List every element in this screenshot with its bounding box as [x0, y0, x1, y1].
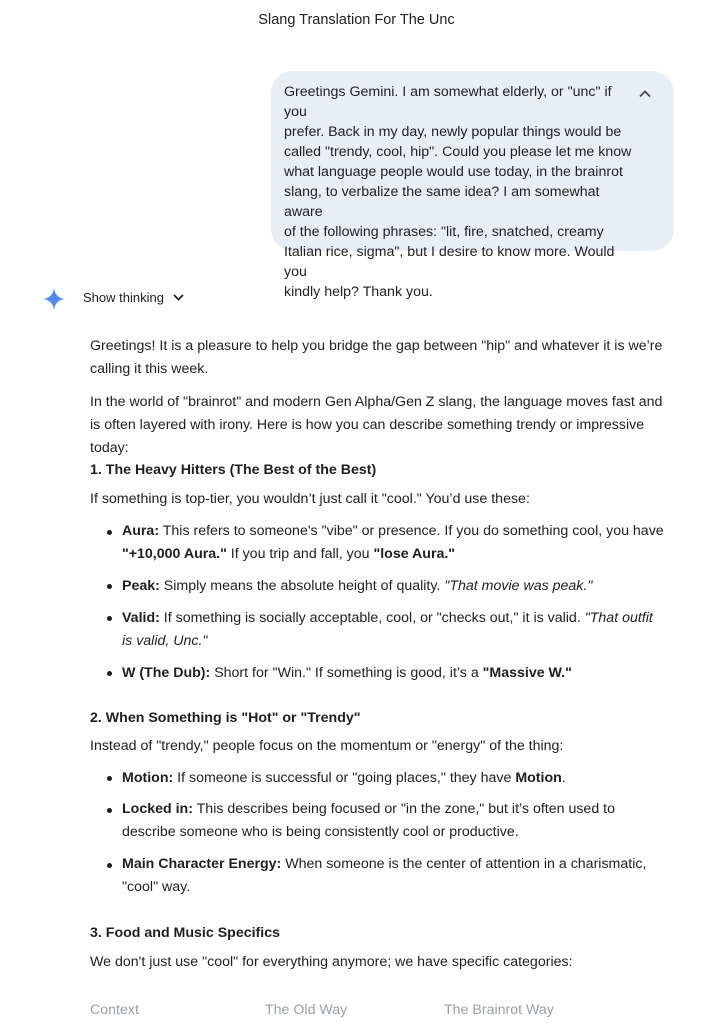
list-item: Motion: If someone is successful or "going places," they have Motion. [122, 770, 566, 786]
section-lead: Instead of "trendy," people focus on the momentum or "energy" of the thing: [90, 738, 564, 754]
response-paragraph: Greetings! It is a pleasure to help you bridge the gap between "hip" and whatever it is we’re calling it this week. [90, 338, 663, 377]
conversation-title: Slang Translation For The Unc [258, 12, 455, 28]
bullet-dot [107, 799, 117, 822]
user-message-bubble [271, 71, 674, 300]
chevron-down-icon [173, 294, 184, 301]
list-item: Valid: If something is socially acceptable, cool, or "checks out," it is valid. "That outfit is valid, Unc." [122, 610, 653, 649]
bullet-dot [107, 521, 117, 544]
bullet-dot [107, 662, 117, 685]
section-heading: 3. Food and Music Specifics [90, 925, 280, 941]
bullet-dot [107, 854, 117, 877]
bullet-dot [107, 767, 117, 790]
section-heading: 2. When Something is "Hot" or "Trendy" [90, 710, 361, 726]
list-item: Aura: This refers to someone's "vibe" or presence. If you do something cool, you have "+10,000 Aura." If you trip and fall, you "lose Aura." [122, 523, 664, 562]
list-item: Locked in: This describes being focused or "in the zone," but it’s often used to describe someone who is being consistently cool or productive. [122, 801, 615, 840]
section-heading: 1. The Heavy Hitters (The Best of the Best) [90, 462, 377, 478]
response-paragraph: In the world of "brainrot" and modern Gen Alpha/Gen Z slang, the language moves fast and is often layered with irony. Here is how you can describe something trendy or impressive today: [90, 394, 663, 456]
table-header-cell: The Old Way [265, 1002, 348, 1018]
table-header-cell: The Brainrot Way [444, 1002, 554, 1018]
bullet-dot [107, 575, 117, 598]
gemini-sparkle-icon [42, 287, 66, 311]
show-thinking-label: Show thinking [83, 290, 164, 305]
show-thinking-toggle[interactable] [83, 290, 184, 305]
list-item: Main Character Energy: When someone is the center of attention in a charismatic, "cool" way. [122, 856, 647, 895]
table-header-cell: Context [90, 1002, 139, 1018]
bullet-dot [107, 607, 117, 630]
list-item: Peak: Simply means the absolute height of quality. "That movie was peak." [122, 578, 593, 594]
user-message-text: Greetings Gemini. I am somewhat elderly, or "unc" if you prefer. Back in my day, newly popular things would be called "trendy, cool, hip". Could you please let me know what language people would use today, in the brainrot slang, to verbalize the same idea? I am somewhat aware of the following phrases: "lit, fire, snatched, creamy Italian rice, sigma", but I desire to know more. Would you kindly help? Thank you. [284, 84, 632, 300]
section-lead: If something is top-tier, you wouldn’t just call it "cool." You’d use these: [90, 491, 530, 507]
section-lead: We don't just use "cool" for everything anymore; we have specific categories: [90, 954, 573, 970]
chevron-up-icon[interactable] [637, 86, 653, 102]
list-item: W (The Dub): Short for "Win." If something is good, it’s a "Massive W." [122, 665, 572, 681]
